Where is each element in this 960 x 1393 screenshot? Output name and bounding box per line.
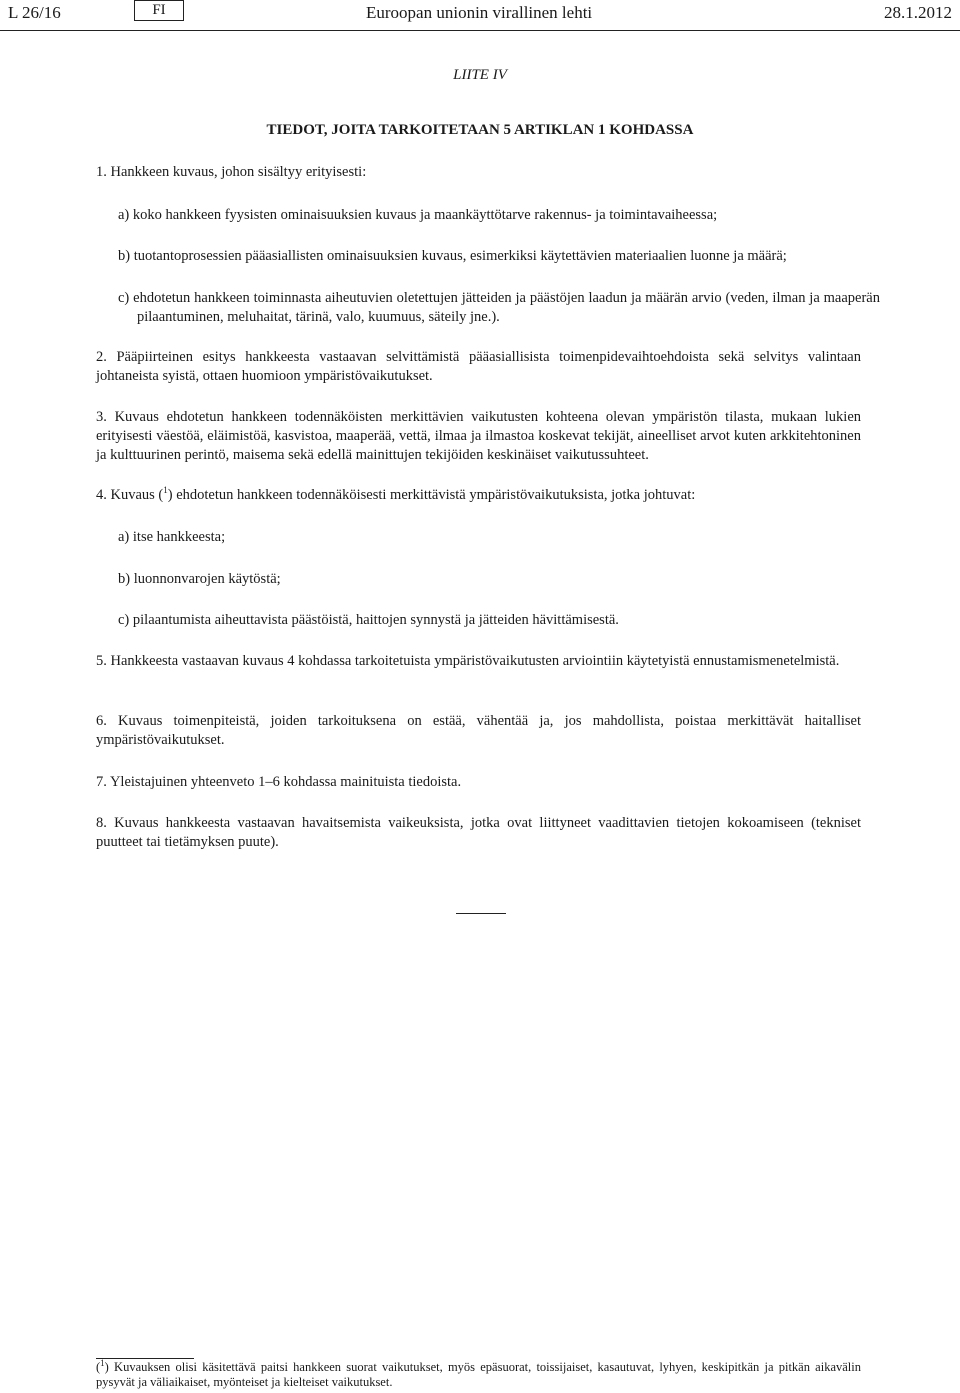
journal-title: Euroopan unionin virallinen lehti bbox=[366, 3, 593, 22]
publication-date: 28.1.2012 bbox=[884, 3, 952, 22]
footnote bbox=[96, 1357, 861, 1390]
item-3: 3. Kuvaus ehdotetun hankkeen todennäköisten merkittävien vaikutusten kohteena olevan ympäristön tilasta, mukaan lukien erityisesti väestöä, eläimistöä, kasvistoa, maaperää, vettä, ilmaa ja ilmastoa koskevat tekijät, aineelliset arvot kuten arkkitehtoninen ja kulttuurinen perintö, maisema sekä edellä mainittujen tekijöiden keskinäiset vaikutussuhteet. bbox=[96, 409, 861, 463]
footnote-reference[interactable]: 1 bbox=[163, 485, 168, 496]
item-5: 5. Hankkeesta vastaavan kuvaus 4 kohdassa tarkoitetuista ympäristövaikutusten arviointiin käytetyistä ennustamismenetelmistä. bbox=[96, 653, 840, 669]
annex-heading: LIITE IV bbox=[453, 67, 507, 83]
footnote-mark-open: ( bbox=[96, 1360, 101, 1374]
footnote-rule bbox=[96, 1358, 194, 1359]
item-4a: a) itse hankkeesta; bbox=[118, 529, 226, 545]
item-4b: b) luonnonvarojen käytöstä; bbox=[118, 571, 281, 587]
item-4-end: ) ehdotetun hankkeen todennäköisesti merkittävistä ympäristövaikutuksista, jotka johtuvat: bbox=[167, 487, 696, 503]
item-1: 1. Hankkeen kuvaus, johon sisältyy erityisesti: bbox=[96, 164, 367, 180]
footnote-number: 1 bbox=[100, 1357, 105, 1368]
item-1c: c) ehdotetun hankkeen toiminnasta aiheutuvien oletettujen jätteiden ja päästöjen laadun ja määrän arvio (veden, ilman ja maaperän pilaantuminen, meluhaitat, tärinä, valo, kuumuus, säteily jne.). bbox=[118, 290, 880, 325]
item-8: 8. Kuvaus hankkeesta vastaavan havaitsemista vaikeuksista, jotka ovat liittyneet vaadittavien tietojen kokoamiseen (tekniset puutteet tai tietämyksen puute). bbox=[96, 815, 861, 850]
item-1b: b) tuotantoprosessien pääasiallisten ominaisuuksien kuvaus, esimerkiksi käytettävien materiaalien luonne ja määrä; bbox=[118, 248, 787, 264]
item-1a: a) koko hankkeen fyysisten ominaisuuksien kuvaus ja maankäyttötarve rakennus- ja toimintavaiheessa; bbox=[118, 207, 718, 223]
item-4 bbox=[96, 486, 861, 505]
footnote-mark-close: ) bbox=[104, 1360, 109, 1374]
item-6: 6. Kuvaus toimenpiteistä, joiden tarkoituksena on estää, vähentää ja, jos mahdollista, poistaa merkittävät haitalliset ympäristövaikutukset. bbox=[96, 713, 861, 748]
end-separator bbox=[456, 913, 506, 914]
item-7: 7. Yleistajuinen yhteenveto 1–6 kohdassa mainituista tiedoista. bbox=[96, 774, 462, 790]
page-reference: L 26/16 bbox=[8, 3, 61, 22]
item-2: 2. Pääpiirteinen esitys hankkeesta vastaavan selvittämistä pääasiallisista toimenpidevaihtoehdoista sekä selvitys valintaan johtaneista syistä, ottaen huomioon ympäristövaikutukset. bbox=[96, 349, 861, 384]
language-badge: FI bbox=[134, 0, 184, 21]
footnote-text: Kuvauksen olisi käsitettävä paitsi hankkeen suorat vaikutukset, myös epäsuorat, toissijaiset, kasautuvat, lyhyen, keskipitkän ja pitkän aikavälin pysyvät ja väliaikaiset, myönteiset ja kielteiset vaikutukset. bbox=[96, 1360, 861, 1389]
document-title: TIEDOT, JOITA TARKOITETAAN 5 ARTIKLAN 1 KOHDASSA bbox=[266, 122, 694, 138]
page-header bbox=[0, 0, 960, 31]
item-4-start: 4. Kuvaus ( bbox=[96, 487, 164, 503]
item-4c: c) pilaantumista aiheuttavista päästöistä, haittojen synnystä ja jätteiden hävittämisestä. bbox=[118, 612, 619, 628]
